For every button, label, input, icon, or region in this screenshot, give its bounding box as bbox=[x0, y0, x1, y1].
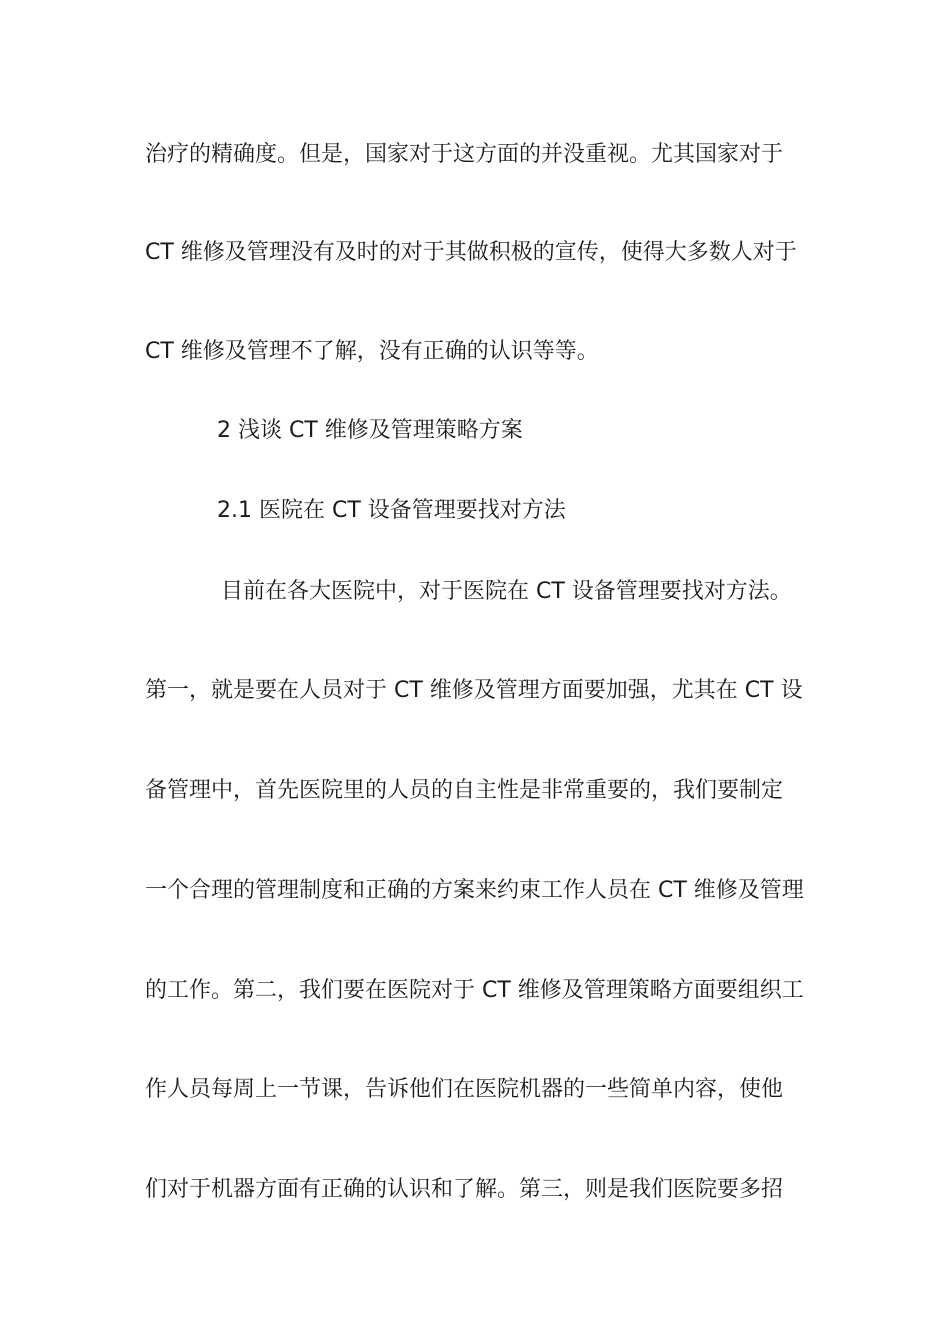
body-text-line: 治疗的精确度。但是，国家对于这方面的并没重视。尤其国家对于 bbox=[145, 142, 784, 167]
body-text-line: 一个合理的管理制度和正确的方案来约束工作人员在 CT 维修及管理 bbox=[145, 878, 804, 903]
paragraph-first-line: 目前在各大医院中，对于医院在 CT 设备管理要找对方法。 bbox=[221, 579, 792, 604]
section-heading: 2 浅谈 CT 维修及管理策略方案 bbox=[217, 418, 523, 443]
body-text-line: 备管理中，首先医院里的人员的自主性是非常重要的，我们要制定 bbox=[145, 778, 784, 803]
body-text-line: 的工作。第二，我们要在医院对于 CT 维修及管理策略方面要组织工 bbox=[145, 978, 804, 1003]
subsection-heading: 2.1 医院在 CT 设备管理要找对方法 bbox=[217, 498, 566, 523]
body-text-line: 第一，就是要在人员对于 CT 维修及管理方面要加强，尤其在 CT 设 bbox=[145, 678, 803, 703]
body-text-line: 作人员每周上一节课，告诉他们在医院机器的一些简单内容，使他 bbox=[145, 1077, 784, 1102]
body-text-line: CT 维修及管理不了解，没有正确的认识等等。 bbox=[145, 339, 599, 364]
body-text-line: 们对于机器方面有正确的认识和了解。第三，则是我们医院要多招 bbox=[145, 1177, 784, 1202]
body-text-line: CT 维修及管理没有及时的对于其做积极的宣传，使得大多数人对于 bbox=[145, 240, 797, 265]
